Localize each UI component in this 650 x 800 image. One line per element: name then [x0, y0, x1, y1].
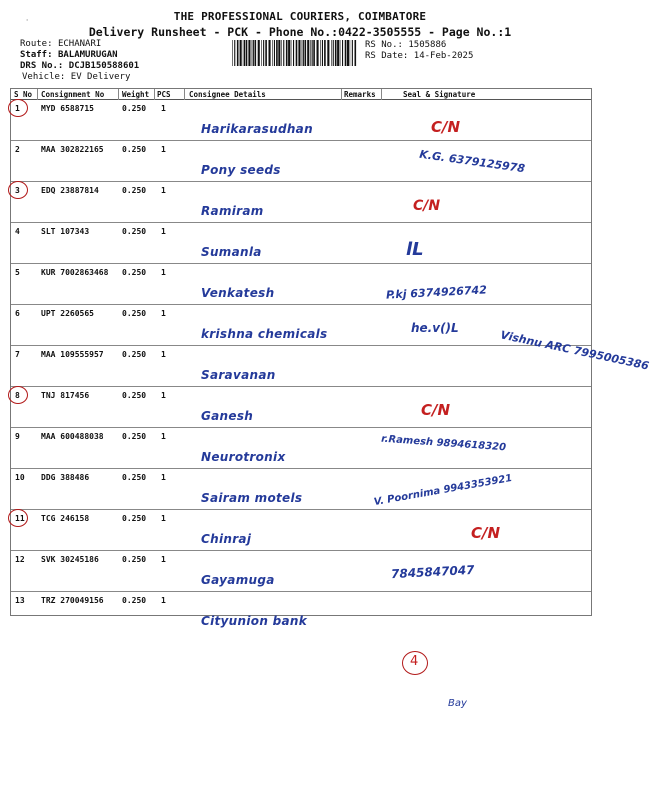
- row-circle-mark: [8, 509, 28, 527]
- staff-line: Staff: BALAMURUGAN: [20, 50, 118, 60]
- barcode-bar: [302, 40, 303, 66]
- barcode-bar: [335, 40, 337, 66]
- drs-line: DRS No.: DCJB150588601: [20, 61, 140, 71]
- barcode-bar: [352, 40, 353, 66]
- row-weight: 0.250: [122, 145, 147, 154]
- barcode-bar: [296, 40, 298, 66]
- table-row: [11, 469, 591, 510]
- row-pcs: 1: [161, 309, 166, 318]
- barcode-bar: [307, 40, 309, 66]
- barcode-bar: [317, 40, 319, 66]
- row-consignee: krishna chemicals: [201, 327, 328, 341]
- table-row: [11, 510, 591, 551]
- row-signature: r.Ramesh 9894618320: [380, 433, 507, 454]
- row-circle-mark: [8, 386, 28, 404]
- col-remarks: Remarks: [344, 90, 376, 99]
- vehicle-line: Vehicle: EV Delivery: [22, 72, 131, 82]
- row-sno: 11: [15, 514, 25, 523]
- barcode-bar: [248, 40, 250, 66]
- circled-count: 4: [410, 654, 419, 669]
- row-signature: 7845847047: [390, 562, 475, 582]
- row-weight: 0.250: [122, 596, 147, 605]
- row-consignment: MYD 6588715: [41, 104, 94, 113]
- barcode-bar: [232, 40, 233, 66]
- barcode-bar: [244, 40, 245, 66]
- row-consignee: Ramiram: [201, 204, 264, 218]
- table-row: [11, 592, 591, 633]
- row-signature: C/N: [413, 198, 441, 214]
- row-weight: 0.250: [122, 350, 147, 359]
- barcode-bar: [246, 40, 248, 66]
- row-weight: 0.250: [122, 227, 147, 236]
- col-pcs: PCS: [157, 90, 171, 99]
- row-consignee: Pony seeds: [201, 163, 281, 177]
- table-header: [11, 89, 591, 100]
- row-weight: 0.250: [122, 268, 147, 277]
- row-weight: 0.250: [122, 473, 147, 482]
- row-consignee: Harikarasudhan: [201, 122, 313, 136]
- row-consignee: Chinraj: [201, 532, 252, 546]
- row-circle-mark: [8, 181, 28, 199]
- row-weight: 0.250: [122, 514, 147, 523]
- row-signature: he.v()L: [411, 321, 459, 335]
- row-consignee: Neurotronix: [201, 450, 286, 464]
- row-pcs: 1: [161, 268, 166, 277]
- row-consignee: Gayamuga: [201, 573, 275, 587]
- barcode-bar: [258, 40, 260, 66]
- barcode-bar: [261, 40, 262, 66]
- barcode-bar: [269, 40, 271, 66]
- barcode-bar: [322, 40, 323, 66]
- row-consignee: Cityunion bank: [201, 614, 308, 628]
- barcode-bar: [286, 40, 288, 66]
- runsheet-subtitle: Delivery Runsheet - PCK - Phone No.:0422-3505555 - Page No.:1: [88, 25, 512, 39]
- route-line: Route: ECHANARI: [20, 39, 102, 49]
- row-consignment: TNJ 817456: [41, 391, 90, 400]
- barcode-bar: [355, 40, 357, 66]
- row-consignment: MAA 109555957: [41, 350, 104, 359]
- row-consignment: SLT 107343: [41, 227, 90, 236]
- row-signature: K.G. 6379125978: [418, 147, 526, 176]
- row-consignee: Saravanan: [201, 368, 276, 382]
- barcode-bar: [298, 40, 300, 66]
- barcode-bar: [342, 40, 343, 66]
- barcode-bar: [345, 40, 347, 66]
- row-weight: 0.250: [122, 391, 147, 400]
- barcode-bar: [331, 40, 332, 66]
- row-weight: 0.250: [122, 309, 147, 318]
- row-signature: Vishnu ARC 7995005386: [499, 328, 650, 373]
- delivery-table: [10, 88, 650, 628]
- company-title: THE PROFESSIONAL COURIERS, COIMBATORE: [173, 10, 427, 23]
- barcode-bar: [272, 40, 273, 66]
- row-pcs: 1: [161, 186, 166, 195]
- barcode-bar: [263, 40, 264, 66]
- barcode-bar: [288, 40, 290, 66]
- barcode-bar: [291, 40, 292, 66]
- row-sno: 9: [15, 432, 20, 441]
- row-pcs: 1: [161, 596, 166, 605]
- row-sno: 6: [15, 309, 20, 318]
- barcode-bar: [255, 40, 257, 66]
- row-pcs: 1: [161, 391, 166, 400]
- barcode-bar: [310, 40, 311, 66]
- row-consignment: MAA 600488038: [41, 432, 104, 441]
- barcode-bar: [312, 40, 313, 66]
- row-sno: 8: [15, 391, 20, 400]
- barcode-bar: [240, 40, 242, 66]
- barcode-bar: [327, 40, 329, 66]
- row-signature: C/N: [431, 118, 461, 136]
- row-weight: 0.250: [122, 555, 147, 564]
- row-weight: 0.250: [122, 186, 147, 195]
- barcode-bar: [347, 40, 349, 66]
- row-consignment: TRZ 270049156: [41, 596, 104, 605]
- row-consignee: Sumanla: [201, 245, 262, 259]
- barcode-icon: [232, 40, 357, 66]
- corner-mark: ': [25, 18, 30, 26]
- row-signature: lL: [406, 239, 424, 260]
- row-sno: 3: [15, 186, 20, 195]
- row-pcs: 1: [161, 227, 166, 236]
- footer-initials: Bay: [448, 698, 467, 709]
- table-row: [11, 264, 591, 305]
- row-circle-mark: [8, 99, 28, 117]
- barcode-bar: [333, 40, 334, 66]
- barcode-bar: [337, 40, 339, 66]
- row-consignment: EDQ 23887814: [41, 186, 99, 195]
- barcode-bar: [305, 40, 307, 66]
- table-row: [11, 182, 591, 223]
- row-consignment: DDG 388486: [41, 473, 90, 482]
- row-consignee: Sairam motels: [201, 491, 303, 505]
- row-sno: 1: [15, 104, 20, 113]
- col-sno: S No: [14, 90, 33, 99]
- row-consignee: Ganesh: [201, 409, 254, 423]
- col-consignment: Consignment No: [41, 90, 105, 99]
- barcode-bar: [324, 40, 326, 66]
- row-consignee: Venkatesh: [201, 286, 275, 300]
- row-pcs: 1: [161, 473, 166, 482]
- row-weight: 0.250: [122, 432, 147, 441]
- col-seal: Seal & Signature: [403, 90, 476, 99]
- row-pcs: 1: [161, 104, 166, 113]
- barcode-bar: [234, 40, 235, 66]
- table-row: [11, 100, 591, 141]
- row-consignment: KUR 7002863468: [41, 268, 109, 277]
- row-sno: 10: [15, 473, 25, 482]
- barcode-bar: [303, 40, 304, 66]
- barcode-bar: [253, 40, 254, 66]
- row-sno: 4: [15, 227, 20, 236]
- row-consignment: TCG 246158: [41, 514, 90, 523]
- table-row: [11, 551, 591, 592]
- barcode-bar: [283, 40, 284, 66]
- barcode-bar: [278, 40, 280, 66]
- row-sno: 2: [15, 145, 20, 154]
- col-consignee: Consignee Details: [189, 90, 266, 99]
- barcode-bar: [274, 40, 275, 66]
- row-pcs: 1: [161, 432, 166, 441]
- row-weight: 0.250: [122, 104, 147, 113]
- barcode-bar: [237, 40, 239, 66]
- barcode-bar: [350, 40, 351, 66]
- row-pcs: 1: [161, 555, 166, 564]
- barcode-bar: [276, 40, 278, 66]
- row-signature: V. Poornima 9943353921: [373, 472, 514, 509]
- table-row: [11, 223, 591, 264]
- row-signature: C/N: [421, 401, 451, 419]
- row-sno: 5: [15, 268, 20, 277]
- row-consignment: SVK 30245186: [41, 555, 99, 564]
- barcode-bar: [313, 40, 315, 66]
- row-pcs: 1: [161, 145, 166, 154]
- row-signature: C/N: [471, 524, 501, 542]
- row-pcs: 1: [161, 350, 166, 359]
- table-row: [11, 141, 591, 182]
- rs-no-line: RS No.: 1505886: [365, 40, 447, 50]
- row-signature: P.kj 6374926742: [385, 283, 488, 302]
- barcode-bar: [320, 40, 321, 66]
- row-sno: 13: [15, 596, 25, 605]
- row-consignment: UPT 2260565: [41, 309, 94, 318]
- col-weight: Weight: [122, 90, 150, 99]
- table-row: [11, 428, 591, 469]
- barcode-bar: [243, 40, 244, 66]
- barcode-bar: [265, 40, 267, 66]
- row-sno: 12: [15, 555, 25, 564]
- table-row: [11, 387, 591, 428]
- row-sno: 7: [15, 350, 20, 359]
- rs-date-line: RS Date: 14-Feb-2025: [365, 51, 474, 61]
- barcode-bar: [281, 40, 282, 66]
- barcode-bar: [340, 40, 341, 66]
- row-consignment: MAA 302822165: [41, 145, 104, 154]
- barcode-bar: [293, 40, 294, 66]
- row-pcs: 1: [161, 514, 166, 523]
- barcode-bar: [252, 40, 253, 66]
